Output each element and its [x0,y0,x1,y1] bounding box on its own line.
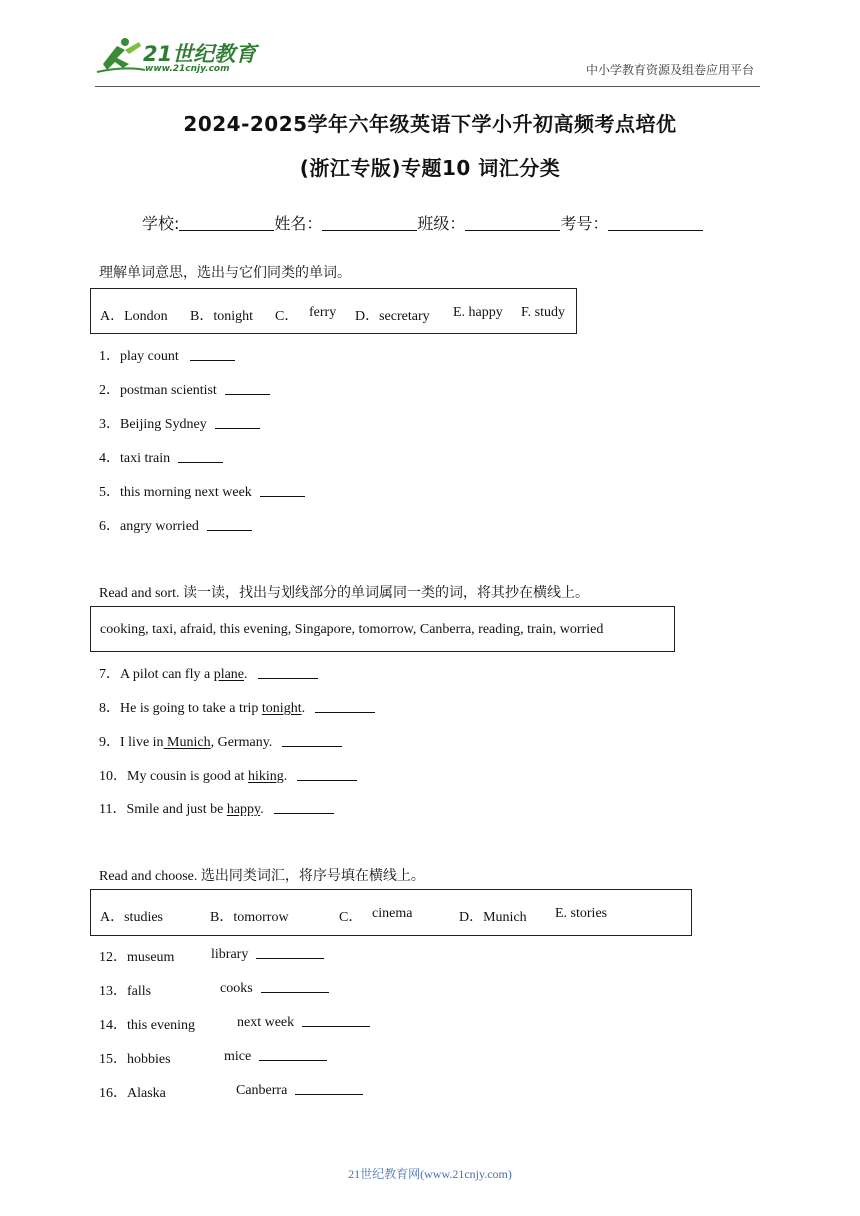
answer-blank[interactable] [282,734,342,747]
option-b: B．tonight [190,309,254,324]
section1-instruction: 理解单词意思，选出与它们同类的单词。 [99,266,351,281]
name-field[interactable] [322,215,417,231]
sentence-end: , Germany. [210,735,273,750]
option-d: D．Munich [459,910,527,925]
word-1: falls [127,984,152,999]
school-label: 学校: [142,214,180,233]
footer-link[interactable]: 21世纪教育网(www.21cnjy.com) [348,1167,512,1181]
answer-blank[interactable] [190,348,235,361]
logo-url: www.21cnjy.com [145,64,230,74]
header-divider [95,86,760,87]
underlined-word: happy [226,802,261,817]
answer-blank[interactable] [295,1082,363,1095]
answer-blank[interactable] [259,1048,327,1061]
number-label: 考号： [560,214,609,233]
word-2: mice [224,1049,252,1064]
option-a: A．studies [100,910,163,925]
question-6 [99,515,252,535]
question-12 [99,946,359,966]
option-c-word: cinema [372,906,413,921]
answer-blank[interactable] [302,1014,370,1027]
question-2 [99,379,270,399]
sentence-text: He is going to take a trip [120,701,262,716]
question-16 [99,1082,389,1102]
section3-option-box [90,889,692,936]
question-number: 8． [99,701,120,716]
sentence-text: Smile and just be [126,802,227,817]
question-10 [99,765,357,785]
student-info-row [142,211,703,234]
answer-blank[interactable] [274,801,334,814]
answer-blank[interactable] [315,700,375,713]
option-e: E. stories [555,906,608,921]
question-5 [99,481,305,501]
question-number: 9． [99,735,120,750]
question-number: 6． [99,519,120,534]
question-text: taxi train [120,451,171,466]
option-c: C． [339,910,363,925]
question-number: 15． [99,1052,127,1067]
page-subtitle: (浙江专版)专题10 词汇分类 [299,156,561,180]
question-text: Beijing Sydney [120,417,207,432]
word-2: next week [237,1015,295,1030]
question-11 [99,798,334,818]
question-number: 4． [99,451,120,466]
question-number: 10． [99,769,127,784]
question-text: play count [120,349,179,364]
option-f: F. study [521,305,566,320]
sentence-end: . [301,701,306,716]
logo-text: 21世纪教育 [143,42,257,66]
word-list: cooking, taxi, afraid, this evening, Singapore, tomorrow, Canberra, reading, train, worried [100,622,604,637]
class-field[interactable] [465,215,560,231]
question-text: postman scientist [120,383,217,398]
underlined-word: tonight [261,701,302,716]
question-3 [99,413,260,433]
option-c-word: ferry [309,305,337,320]
page-title: 2024-2025学年六年级英语下学小升初高频考点培优 [183,112,677,136]
sentence-text: My cousin is good at [127,769,248,784]
option-c: C． [275,309,299,324]
option-a: A．London [100,309,168,324]
question-number: 14． [99,1018,127,1033]
question-15 [99,1048,359,1068]
answer-blank[interactable] [225,382,270,395]
question-13 [99,980,359,1000]
question-number: 3． [99,417,120,432]
platform-name: 中小学教育资源及组卷应用平台 [585,63,754,77]
question-number: 16． [99,1086,127,1101]
question-9 [99,731,342,751]
answer-blank[interactable] [178,450,223,463]
word-2: cooks [220,981,253,996]
name-label: 姓名： [274,214,323,233]
answer-blank[interactable] [260,484,305,497]
word-2: Canberra [236,1083,288,1098]
question-text: angry worried [120,519,199,534]
section2-word-box [90,606,675,652]
question-number: 11． [99,802,127,817]
question-number: 5． [99,485,120,500]
class-label: 班级： [417,214,466,233]
sentence-end: . [244,667,248,682]
word-1: Alaska [127,1086,166,1101]
answer-blank[interactable] [215,416,260,429]
sentence-end: . [260,802,264,817]
word-1: this evening [127,1018,196,1033]
sentence-text: I live in [120,735,164,750]
answer-blank[interactable] [258,666,318,679]
question-4 [99,447,223,467]
question-14 [99,1014,389,1034]
sentence-end: . [283,769,288,784]
word-1: museum [127,950,175,965]
question-number: 13． [99,984,127,999]
section1-option-box [90,288,577,334]
answer-blank[interactable] [256,946,324,959]
option-e: E. happy [453,305,503,320]
question-7 [99,663,318,683]
word-1: hobbies [127,1052,171,1067]
question-number: 12． [99,950,127,965]
question-text: this morning next week [120,485,252,500]
school-field[interactable] [179,215,274,231]
underlined-word: plane [213,667,245,682]
answer-blank[interactable] [261,980,329,993]
option-d: D．secretary [355,309,430,324]
answer-blank[interactable] [297,768,357,781]
number-field[interactable] [608,215,703,231]
logo [95,34,260,78]
answer-blank[interactable] [207,518,252,531]
underlined-word: hiking [247,769,284,784]
question-8 [99,697,375,717]
section2-instruction: Read and sort. 读一读，找出与划线部分的单词属同一类的词，将其抄在横线上。 [99,586,589,601]
underlined-word: Munich [163,735,211,750]
section3-instruction: Read and choose. 选出同类词汇，将序号填在横线上。 [99,869,425,884]
question-number: 7． [99,667,120,682]
sentence-text: A pilot can fly a [120,667,214,682]
question-number: 2． [99,383,120,398]
question-1 [99,345,235,365]
question-number: 1． [99,349,120,364]
option-b: B．tomorrow [210,910,289,925]
word-2: library [211,947,249,962]
